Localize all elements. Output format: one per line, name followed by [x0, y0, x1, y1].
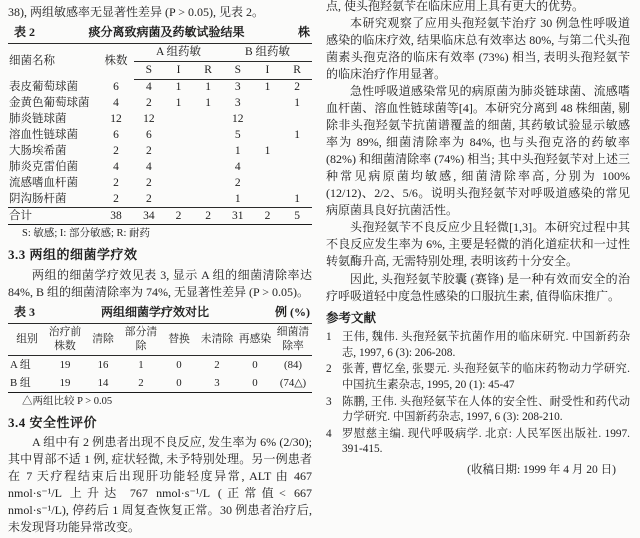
table-cell: 6 [113, 81, 119, 94]
table-cell [282, 144, 312, 160]
table-cell: 4 [113, 161, 119, 174]
reference-number: 3 [326, 395, 332, 408]
table-cell [253, 176, 283, 192]
table2-subheader-r2: R [282, 62, 312, 80]
table3 [8, 323, 312, 393]
table-cell: 0 [236, 374, 274, 393]
table2-body [8, 79, 312, 224]
table-row [8, 160, 312, 176]
table-cell: 肺炎克雷伯菌 [9, 161, 78, 174]
table-cell: 2 [145, 145, 152, 158]
section-3-3-paragraph: 两组的细菌学疗效见表 3, 显示 A 组的细菌清除率达 84%, B 组的细菌清除率为 74%, 无显著性差异 (P > 0.05)。 [8, 267, 312, 299]
table-cell: 2 [234, 177, 241, 190]
table3-header-row [8, 323, 312, 355]
reference-text: 罗慰慈主编. 现代呼吸病学. 北京: 人民军医出版社. 1997. 391-415. [342, 427, 630, 456]
table-cell: 12 [232, 113, 244, 126]
table-cell: 肺炎链球菌 [9, 113, 67, 126]
reference-item-1 [326, 330, 630, 361]
table3-body [8, 355, 312, 392]
table-cell: B 组 [8, 374, 46, 393]
reference-number: 4 [326, 427, 332, 440]
table-cell: 2 [193, 208, 223, 225]
table-cell: 溶血性链球菌 [9, 129, 78, 142]
table-row [8, 79, 312, 95]
discussion-paragraph-2: 急性呼吸道感染常见的病原菌为肺炎链球菌、流感嗜血杆菌、溶血性链球菌等[4]。本研究分离到 48 株细菌, 剔除非头孢羟氨苄抗菌谱覆盖的细菌, 其药敏试验显示敏感率为 89%, 细菌清除率为 84%, 也与头孢克洛的药敏率 (82%) 和细菌清除率 (74%) 相当; 其中头孢羟氨苄对上述三种常见病原菌均敏感, 细菌清除率高, 分别为 100% (12/12)、2/2、5/6。说明头孢羟氨苄对呼吸道感染的常见病原菌具良好抗菌活性。 [326, 84, 630, 218]
table-cell: A 组 [10, 358, 31, 371]
table3-col-clearance-rate: 细菌清除率 [274, 323, 312, 355]
table2-subheader-i1: I [164, 62, 194, 80]
reference-text: 王伟, 魏伟. 头孢羟氨苄抗菌作用的临床研究. 中国新药杂志, 1997, 6 (3): 206-208. [342, 331, 630, 359]
table3-footnote: △两组比较 P > 0.05 [22, 395, 113, 407]
table-cell: 3 [234, 81, 241, 94]
table-cell: 0 [176, 358, 182, 371]
table-cell [253, 160, 283, 176]
table2-subheader-s1: S [134, 62, 164, 80]
table2-col-count: 株数 [104, 55, 128, 68]
table-cell: 2 [253, 208, 283, 225]
table-cell: 6 [113, 129, 119, 142]
table-cell [193, 192, 223, 208]
table-cell: 4 [145, 81, 152, 94]
table2-subheader-r1: R [193, 62, 223, 80]
table-cell: 金黄色葡萄球菌 [9, 97, 90, 110]
table-cell: 2 [145, 193, 152, 205]
table-cell [253, 192, 283, 208]
table-cell: 2 [214, 358, 220, 371]
table-cell: 5 [234, 129, 241, 142]
table2-subheader-s2: S [223, 62, 253, 80]
table-row [8, 355, 312, 374]
table-cell: 0 [252, 358, 258, 371]
table-cell: 流感嗜血杆菌 [9, 177, 78, 190]
reference-number: 2 [326, 363, 332, 376]
left-column [8, 4, 312, 538]
table-cell: 2 [145, 177, 152, 190]
table-cell: 2 [145, 97, 152, 110]
received-date: (收稿日期: 1999 年 4 月 20 日) [467, 463, 616, 476]
table3-col-group: 组别 [8, 323, 46, 355]
reference-number: 1 [326, 331, 332, 344]
table-row [8, 374, 312, 393]
table3-col-partial: 部分清除 [122, 323, 160, 355]
table-row [8, 176, 312, 192]
section-3-3-heading: 3.3 两组的细菌学疗效 [8, 247, 138, 263]
table2-group-a: A 组药敏 [134, 44, 223, 62]
section-3-4-heading: 3.4 安全性评价 [8, 414, 98, 430]
table-cell [253, 112, 283, 128]
table-cell: 阴沟肠杆菌 [9, 193, 67, 205]
table-cell: 1 [264, 81, 271, 94]
table-cell: 3 [234, 97, 241, 110]
table-cell: 19 [46, 374, 84, 393]
table2-group-row [8, 44, 312, 62]
table-cell: 38 [98, 208, 134, 225]
table-cell: 1 [234, 145, 241, 158]
table3-col-pretreatment: 治疗前株数 [46, 323, 84, 355]
table-row [8, 144, 312, 160]
table-cell [193, 112, 223, 128]
table2-label: 表 2 [14, 25, 36, 40]
table-cell: 2 [113, 145, 119, 158]
table-row [8, 128, 312, 144]
table-cell [164, 144, 194, 160]
table-cell: 4 [113, 97, 119, 110]
table-cell: 19 [59, 358, 71, 371]
table-cell: 1 [205, 81, 212, 94]
table-cell: 1 [205, 97, 212, 110]
table2-title: 痰分离致病菌及药敏试验结果 [88, 25, 245, 40]
table-cell: 3 [198, 374, 236, 393]
table3-col-uncleared: 未清除 [198, 323, 236, 355]
table-cell [193, 176, 223, 192]
right-column [326, 0, 630, 538]
table-cell [282, 160, 312, 176]
table-row [8, 192, 312, 208]
table-cell [164, 128, 194, 144]
reference-text: 张菁, 曹忆垒, 张婴元. 头孢羟氨苄的临床药物动力学研究. 中国抗生素杂志, 1995, 20 (1): 45-47 [342, 363, 630, 392]
table-cell: (74△) [274, 374, 312, 393]
table-cell: 2 [122, 374, 160, 393]
table-row [8, 112, 312, 128]
table-cell [164, 160, 194, 176]
reference-item-4 [326, 427, 630, 458]
table-cell [164, 112, 194, 128]
table2-col-name: 细菌名称 [9, 55, 55, 68]
table-cell [282, 112, 312, 128]
table-cell [253, 96, 283, 112]
discussion-paragraph-3: 头孢羟氨苄不良反应少且轻微[1,3]。本研究过程中其不良反应发生率为 6%, 主要是轻微的消化道症状和一过性转氨酶升高, 无需特别处理, 表明该药十分安全。 [326, 220, 630, 269]
table3-label: 表 3 [14, 304, 36, 319]
table-cell: 31 [223, 208, 253, 225]
table-cell: 14 [84, 374, 122, 393]
table-cell: 合计 [8, 208, 98, 225]
table-cell: (84) [284, 358, 302, 371]
table-cell: 1 [234, 193, 241, 205]
table-cell: 表皮葡萄球菌 [9, 81, 78, 94]
table-cell: 大肠埃希菌 [9, 145, 67, 158]
table2-subheader-i2: I [253, 62, 283, 80]
table3-unit: 例 (%) [275, 304, 310, 319]
table-cell: 12 [143, 113, 155, 126]
partial-top-line: 点, 使头孢羟氨苄在临床应用上具有更大的优势。 [326, 0, 585, 13]
table3-caption [14, 304, 310, 321]
table-cell: 4 [234, 161, 241, 174]
table-cell [193, 144, 223, 160]
table-cell: 2 [113, 193, 119, 205]
table-cell: 5 [282, 208, 312, 225]
reference-item-3 [326, 395, 630, 426]
table-row [8, 96, 312, 112]
table-cell: 1 [294, 97, 301, 110]
table-cell: 2 [164, 208, 194, 225]
table-cell: 12 [110, 113, 122, 126]
discussion-paragraph-1: 本研究观察了应用头孢羟氨苄治疗 30 例急性呼吸道感染的临床疗效, 结果临床总有效率达 80%, 与第二代头孢菌素头孢克洛的临床有效率 (73%) 相当, 表明头孢羟氨苄的临床治疗作用显著。 [326, 16, 630, 82]
table-cell [253, 128, 283, 144]
table2-group-b: B 组药敏 [223, 44, 312, 62]
table-cell: 0 [160, 374, 198, 393]
table-cell: 1 [294, 129, 301, 142]
section-3-4-paragraph: A 组中有 2 例患者出现不良反应, 发生率为 6% (2/30); 其中胃部不适 1 例, 症状轻微, 未予特别处理。另一例患者在 7 天疗程结束后出现肝功能轻度异常, ALT 由 467 nmol·s⁻¹/L 上升达 767 nmol·s⁻¹/L (正常值< 667 nmol·s⁻¹/L), 停药后 1 周复查恢复正常。30 例患者治疗后, 未发现肾功能异常改变。 [8, 435, 312, 535]
table-cell [193, 128, 223, 144]
table-cell [193, 160, 223, 176]
table-cell: 6 [145, 129, 152, 142]
reference-text: 陈鹏, 王伟. 头孢羟氨苄在人体的安全性、耐受性和药代动力学研究. 中国新药杂志, 1997, 6 (3): 208-210. [342, 395, 630, 424]
table-cell: 2 [113, 177, 119, 190]
table2-unit: 株 [297, 25, 310, 40]
table-cell [164, 192, 194, 208]
table3-col-cleared: 清除 [84, 323, 122, 355]
table2-footnote: S: 敏感; I: 部分敏感; R: 耐药 [22, 228, 151, 240]
table-cell: 1 [138, 358, 144, 371]
table-cell: 34 [134, 208, 164, 225]
table-cell [282, 176, 312, 192]
table-cell: 2 [294, 81, 301, 94]
table2-head [8, 44, 312, 80]
table-row [8, 208, 312, 225]
table3-col-replaced: 替换 [160, 323, 198, 355]
table2-caption [14, 24, 310, 41]
table3-col-reinfection: 再感染 [236, 323, 274, 355]
table-cell: 1 [175, 81, 182, 94]
continuation-text: 38), 两组敏感率无显著性差异 (P > 0.05), 见表 2。 [8, 5, 264, 19]
table2 [8, 43, 312, 225]
table-cell [164, 176, 194, 192]
discussion-paragraph-4: 因此, 头孢羟氨苄胶囊 (赛锋) 是一种有效而安全的治疗呼吸道轻中度急性感染的口服抗生素, 值得临床推广。 [326, 271, 630, 303]
table3-head [8, 323, 312, 355]
table-cell: 16 [97, 358, 109, 371]
table-cell: 1 [294, 193, 301, 205]
table-cell: 4 [145, 161, 152, 174]
table-cell: 1 [175, 97, 182, 110]
references-heading: 参考文献 [326, 310, 377, 325]
table3-title: 两组细菌学疗效对比 [101, 304, 210, 319]
reference-item-2 [326, 362, 630, 393]
table-cell: 1 [264, 145, 271, 158]
